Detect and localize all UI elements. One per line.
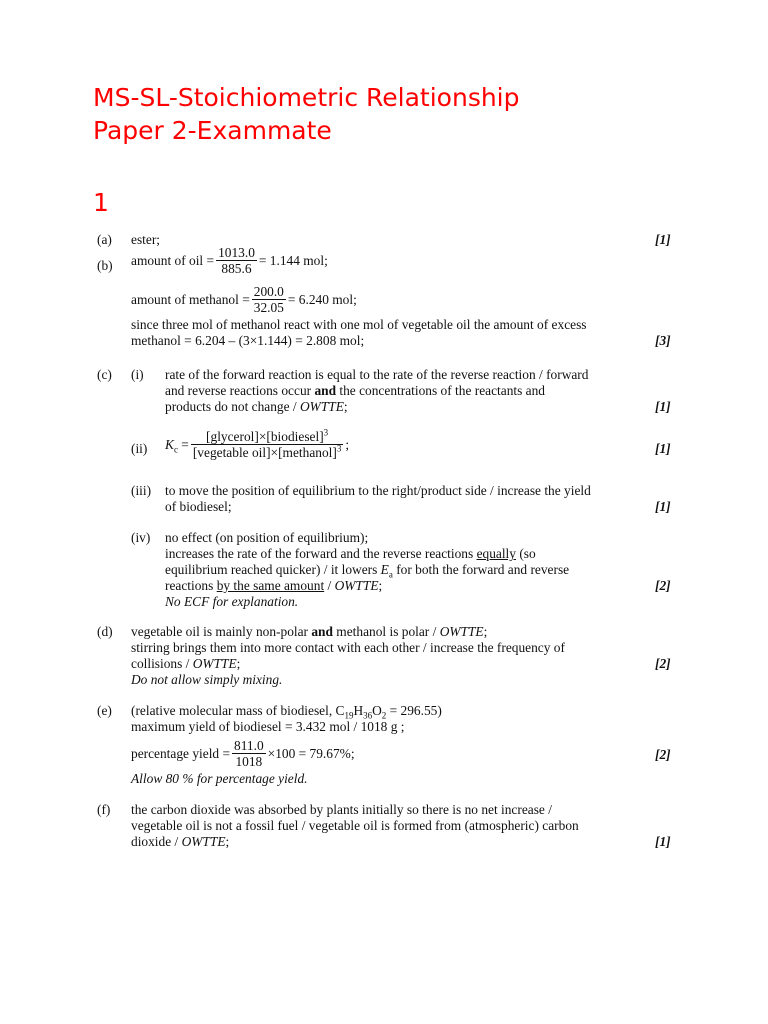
part-e-oxygen: O — [372, 703, 382, 718]
part-c-iv-line4-text: reactions — [165, 578, 217, 593]
oil-denominator: 885.6 — [216, 260, 257, 276]
part-c-ii-label: (ii) — [131, 441, 148, 456]
part-d-line3-text: collisions / — [131, 656, 193, 671]
part-b-line3: since three mol of methanol react with one mol of vegetable oil the amount of excess — [131, 317, 587, 332]
kc-denominator-text: [vegetable oil]×[methanol] — [192, 445, 337, 460]
part-d-mark: [2] — [655, 656, 671, 671]
part-f-label: (f) — [97, 802, 111, 817]
kc-end: ; — [345, 436, 350, 452]
kc-denominator — [191, 444, 344, 460]
kc-numerator-power: 3 — [323, 427, 329, 438]
part-c-i-line3-text: products do not change / — [165, 399, 300, 414]
part-c-iv-line2-rest: (so — [515, 546, 536, 561]
part-e-hydrogen: H — [353, 703, 364, 718]
part-c-i-mark: [1] — [655, 399, 671, 414]
part-d-and: and — [311, 624, 333, 639]
part-d-line1-text: vegetable oil is mainly non-polar — [131, 624, 312, 639]
part-e-mark: [2] — [655, 747, 671, 762]
part-e-line1-rest: = 296.55) — [386, 703, 442, 718]
part-f-owtte: OWTTE — [181, 834, 226, 849]
part-c-iv-mark: [2] — [655, 578, 671, 593]
part-b-label: (b) — [97, 258, 113, 273]
part-f-line3-text: dioxide / — [131, 834, 182, 849]
part-f-line1: the carbon dioxide was absorbed by plants initially so there is no net increase / — [131, 802, 552, 817]
oil-numerator: 1013.0 — [218, 245, 255, 260]
part-d-line1 — [131, 624, 487, 640]
py-prefix: percentage yield = — [131, 745, 231, 761]
py-result: ×100 = 79.67%; — [267, 745, 355, 761]
part-b-mark: [3] — [655, 333, 671, 348]
part-c-iii-mark: [1] — [655, 499, 671, 514]
part-a-label: (a) — [97, 232, 112, 247]
part-c-iv-owtte: OWTTE — [334, 578, 379, 593]
kc-letter: K — [165, 436, 174, 452]
part-d-line2: stirring brings them into more contact with each other / increase the frequency of — [131, 640, 565, 655]
part-e-line2: maximum yield of biodiesel = 3.432 mol / 1018 g ; — [131, 719, 405, 734]
part-f-line3-end: ; — [225, 834, 230, 849]
py-numerator: 811.0 — [234, 738, 264, 753]
oil-prefix: amount of oil = — [131, 252, 215, 268]
part-c-i-owtte: OWTTE — [300, 399, 344, 414]
part-f-mark: [1] — [655, 834, 671, 849]
oil-result: = 1.144 mol; — [258, 252, 328, 268]
part-d-line1-rest: methanol is polar / — [332, 624, 440, 639]
methanol-result: = 6.240 mol; — [287, 291, 357, 307]
py-denominator: 1018 — [232, 753, 266, 769]
methanol-numerator: 200.0 — [253, 284, 284, 299]
part-c-iii-line1: to move the position of equilibrium to the right/product side / increase the yield — [165, 483, 591, 498]
part-c-i-line2-text: and reverse reactions occur — [165, 383, 315, 398]
part-c-iv-ea: E — [380, 562, 389, 577]
part-c-i-line3-end: ; — [343, 399, 348, 414]
part-c-iv-line3-rest: for both the forward and reverse — [392, 562, 570, 577]
percentage-yield-equation — [131, 738, 355, 769]
part-b-line4: methanol = 6.204 – (3×1.144) = 2.808 mol; — [131, 333, 365, 348]
part-c-iv-line2-text: increases the rate of the forward and the reverse reactions — [165, 546, 477, 561]
part-c-i-line2-rest: the concentrations of the reactants and — [336, 383, 546, 398]
part-d-line1-end: ; — [483, 624, 488, 639]
kc-subscript: c — [173, 444, 178, 455]
part-c-iv-note: No ECF for explanation. — [165, 594, 299, 609]
part-d-owtte-1: OWTTE — [439, 624, 484, 639]
part-c-i-and: and — [314, 383, 337, 398]
kc-expression — [165, 429, 349, 460]
part-e-label: (e) — [97, 703, 112, 718]
document-title: MS-SL-Stoichiometric Relationship — [93, 83, 520, 112]
kc-fraction — [191, 429, 344, 460]
part-c-iii-line2: of biodiesel; — [165, 499, 232, 514]
part-c-i-line3 — [165, 399, 348, 415]
oil-amount-equation — [131, 245, 328, 276]
methanol-denominator: 32.05 — [253, 300, 284, 315]
part-c-iv-ea-subscript: a — [388, 569, 393, 580]
part-c-ii-mark: [1] — [655, 441, 671, 456]
part-c-iv-equally: equally — [476, 546, 516, 561]
question-number: 1 — [93, 188, 109, 217]
part-e-oxygen-count: 2 — [381, 710, 387, 721]
part-c-iv-line4-end: ; — [378, 578, 383, 593]
part-c-iv-line3 — [165, 562, 569, 578]
part-c-i-line2 — [165, 383, 545, 399]
part-f-line2: vegetable oil is not a fossil fuel / vegetable oil is formed from (atmospheric) carbon — [131, 818, 579, 833]
methanol-prefix: amount of methanol = — [131, 291, 250, 307]
part-c-iv-line1: no effect (on position of equilibrium); — [165, 530, 369, 545]
part-d-line3-end: ; — [236, 656, 241, 671]
part-f-line3 — [131, 834, 229, 850]
part-e-carbon-count: 19 — [344, 710, 354, 721]
part-c-i-label: (i) — [131, 367, 144, 382]
part-d-note: Do not allow simply mixing. — [131, 672, 283, 687]
part-a-mark: [1] — [655, 232, 671, 247]
part-c-iv-label: (iv) — [131, 530, 151, 545]
methanol-amount-equation — [131, 284, 357, 315]
part-c-iv-line3-text: equilibrium reached quicker) / it lowers — [165, 562, 381, 577]
document-subtitle: Paper 2-Exammate — [93, 116, 332, 145]
kc-numerator-text: [glycerol]×[biodiesel] — [206, 429, 324, 444]
part-c-i-line1: rate of the forward reaction is equal to the rate of the reverse reaction / forward — [165, 367, 589, 382]
part-d-line3 — [131, 656, 240, 672]
part-c-label: (c) — [97, 367, 112, 382]
part-c-iii-label: (iii) — [131, 483, 152, 498]
part-c-iv-line2 — [165, 546, 536, 562]
part-e-hydrogen-count: 36 — [363, 710, 373, 721]
part-e-line1 — [131, 703, 442, 719]
part-d-label: (d) — [97, 624, 113, 639]
part-a-answer: ester; — [131, 232, 160, 247]
methanol-fraction — [252, 284, 286, 315]
oil-fraction — [216, 245, 257, 276]
part-e-line1-text: (relative molecular mass of biodiesel, C — [131, 703, 345, 718]
part-c-iv-line4 — [165, 578, 382, 594]
kc-equals: = — [177, 436, 189, 452]
part-c-iv-same-amount: by the same amount — [216, 578, 325, 593]
py-fraction — [232, 738, 266, 769]
kc-symbol — [165, 437, 189, 453]
kc-denominator-power: 3 — [336, 443, 342, 454]
kc-numerator — [191, 429, 344, 444]
part-d-owtte-2: OWTTE — [192, 656, 237, 671]
part-e-note: Allow 80 % for percentage yield. — [131, 771, 308, 786]
part-c-iv-line4-sep: / — [324, 578, 335, 593]
